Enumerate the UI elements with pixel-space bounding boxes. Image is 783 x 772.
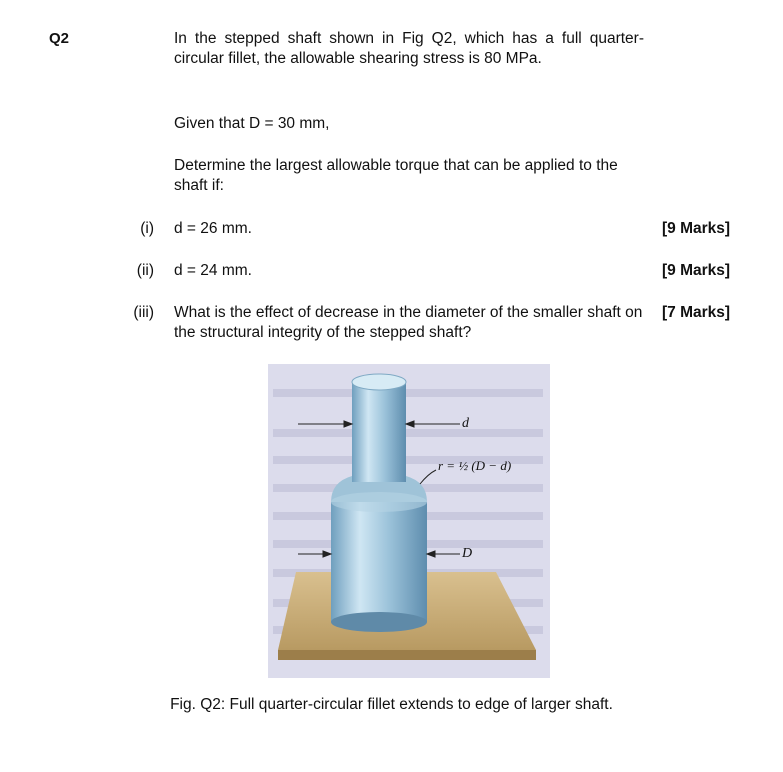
- figure-caption: Fig. Q2: Full quarter-circular fillet extends to edge of larger shaft.: [170, 696, 613, 713]
- part-number: (iii): [133, 304, 154, 321]
- part-text: d = 26 mm.: [174, 220, 252, 237]
- label-fillet-radius: r = ½ (D − d): [438, 458, 512, 473]
- part-text: What is the effect of decrease in the diameter of the smaller shaft on the structural integrity of the stepped shaft?: [174, 304, 643, 341]
- stepped-shaft-figure: [268, 364, 550, 678]
- part-text: d = 24 mm.: [174, 262, 252, 279]
- stepped-shaft-illustration: [268, 364, 550, 678]
- part-marks: [9 Marks]: [662, 262, 731, 279]
- question-number: Q2: [49, 30, 70, 47]
- part-marks: [7 Marks]: [662, 304, 731, 321]
- part-number: (i): [140, 220, 154, 237]
- small-shaft: [352, 382, 406, 482]
- given-statement: Given that D = 30 mm,: [174, 115, 330, 132]
- part-marks: [9 Marks]: [662, 220, 731, 237]
- part-number: (ii): [136, 262, 154, 279]
- question-intro: In the stepped shaft shown in Fig Q2, which has a full quarter-circular fillet, the allowable shearing stress is 80 MPa.: [174, 30, 644, 67]
- label-d: d: [462, 416, 469, 431]
- large-shaft: [331, 502, 427, 622]
- label-D: D: [462, 546, 473, 561]
- task-statement: Determine the largest allowable torque that can be applied to the shaft if:: [174, 157, 618, 194]
